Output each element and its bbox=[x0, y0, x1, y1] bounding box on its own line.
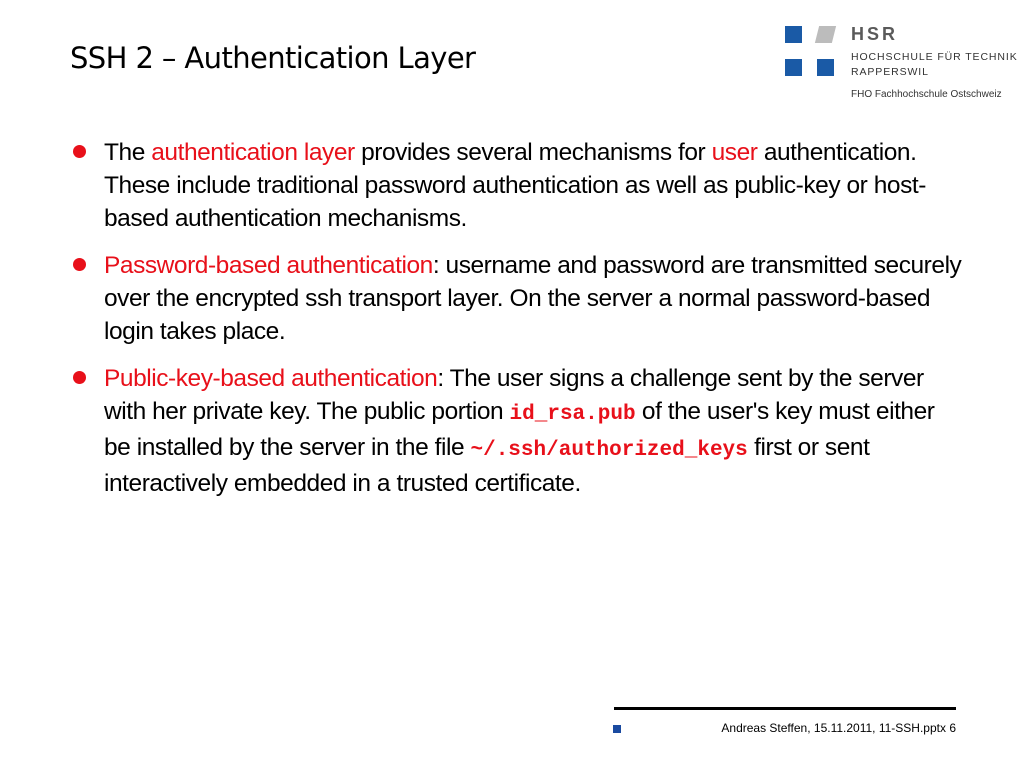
bullet-text: provides several mechanisms for bbox=[354, 139, 712, 166]
highlight-term: user bbox=[711, 139, 758, 166]
bullet-text: first or sent interactively embedded in a trusted certificate. bbox=[104, 434, 870, 497]
bullet-dot-icon bbox=[73, 258, 86, 271]
slide-body bbox=[70, 136, 965, 514]
hsr-logo bbox=[785, 24, 1018, 106]
bullet-text: : The user signs a challenge sent by the server with her private key. The public portion bbox=[104, 365, 924, 425]
bullet-text: of the user's key must either be installed by the server in the file bbox=[104, 398, 935, 461]
logo-square-icon bbox=[815, 26, 836, 43]
bullet-dot-icon bbox=[73, 371, 86, 384]
bullet-public-key-auth bbox=[70, 362, 965, 500]
footer-text: Andreas Steffen, 15.11.2011, 11-SSH.pptx 6 bbox=[721, 721, 956, 735]
bullet-password-auth bbox=[70, 249, 965, 348]
slide-title: SSH 2 – Authentication Layer bbox=[70, 41, 476, 75]
highlight-term: Public-key-based authentication bbox=[104, 365, 438, 392]
bullet-text: : username and password are transmitted securely over the encrypted ssh transport layer. On the server a normal password-based login takes place. bbox=[104, 252, 962, 345]
logo-square-icon bbox=[817, 59, 834, 76]
bullet-text: The bbox=[104, 139, 152, 166]
logo-square-icon bbox=[785, 59, 802, 76]
footer-square-icon bbox=[613, 725, 621, 733]
bullet-authentication-layer bbox=[70, 136, 965, 235]
highlight-term: Password-based authentication bbox=[104, 252, 433, 279]
bullet-dot-icon bbox=[73, 145, 86, 158]
footer-divider bbox=[614, 707, 956, 710]
logo-square-icon bbox=[785, 26, 802, 43]
bullet-text: authentication. These include traditional password authentication as well as public-key or host-based authentication mechanisms. bbox=[104, 139, 926, 232]
code-filename: id_rsa.pub bbox=[509, 403, 636, 426]
code-filepath: ~/.ssh/authorized_keys bbox=[470, 439, 748, 462]
logo-name: HSR bbox=[851, 24, 899, 44]
logo-line-1: HOCHSCHULE FÜR TECHNIK bbox=[851, 51, 1018, 63]
logo-line-2: RAPPERSWIL bbox=[851, 66, 929, 78]
highlight-term: authentication layer bbox=[151, 139, 355, 166]
logo-line-3: FHO Fachhochschule Ostschweiz bbox=[851, 89, 1002, 100]
